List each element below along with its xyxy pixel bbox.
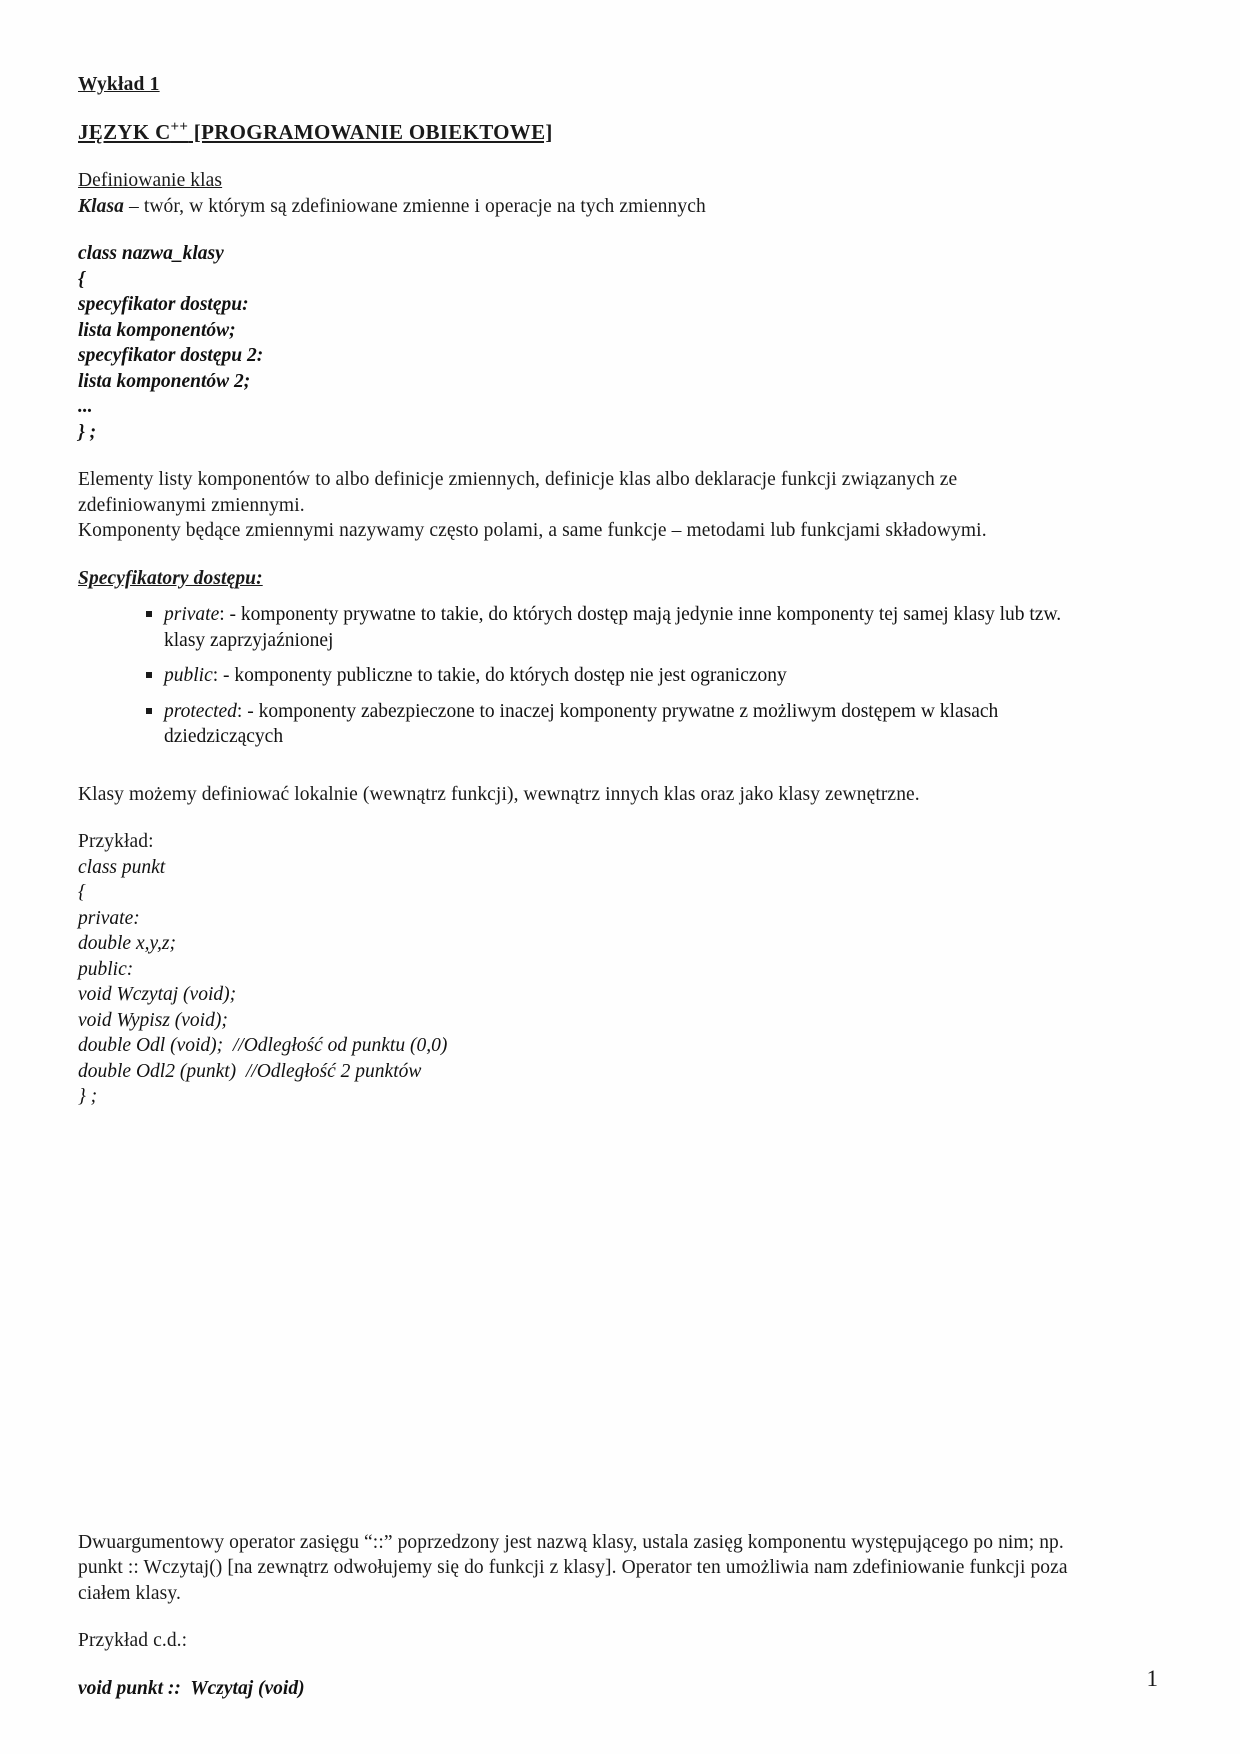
section-access-specifiers-line (78, 566, 1078, 592)
code-line: } ; (78, 421, 97, 443)
paragraph-scope-operator: Dwuargumentowy operator zasięgu “::” poprzedzony jest nazwą klasy, ustala zasięg komponentu występującego po nim; np. punkt :: Wczytaj() [na zewnątrz odwołujemy się do funkcji z klasy]. Operator ten umożliwia nam zdefiniowanie funkcji poza ciałem klasy. (78, 1531, 1068, 1604)
square-bullet-icon (146, 708, 152, 714)
spacer (78, 760, 1078, 782)
code-line: lista komponentów 2; (78, 370, 251, 392)
example-code-block (78, 855, 1078, 1110)
section-heading-access-specifiers: Specyfikatory dostępu: (78, 567, 263, 589)
code-line: double Odl (void); //Odległość od punktu (0,0) (78, 1035, 448, 1056)
blank-region-spacer (78, 1110, 1078, 1530)
document-content (78, 72, 1078, 1701)
code-line: double x,y,z; (78, 933, 177, 954)
lecture-title-line (78, 72, 1078, 98)
klasa-definition-line (78, 194, 1078, 220)
specifier-keyword: protected (164, 700, 237, 722)
code-line: ... (78, 396, 93, 417)
list-item (146, 663, 1078, 689)
code-line: private: (78, 907, 140, 929)
main-heading (78, 120, 553, 146)
spacer (78, 807, 1078, 829)
klasa-definition-text: – twór, w którym są zdefiniowane zmienne i operacje na tych zmiennych (124, 195, 706, 217)
specifier-keyword: public (164, 665, 213, 686)
main-heading-line (78, 120, 1078, 147)
spacer (78, 219, 1078, 241)
lecture-title: Wykład 1 (78, 74, 160, 95)
code-line: class nazwa_klasy (78, 243, 224, 264)
spacer (78, 1606, 1078, 1628)
paragraph-elements: Elementy listy komponentów to albo definicje zmiennych, definicje klas albo deklaracje funkcji związanych ze zdefiniowanymi zmiennymi. (78, 469, 958, 516)
main-heading-prefix: JĘZYK C (78, 119, 171, 144)
example-label: Przykład: (78, 831, 154, 852)
code-line: { (78, 882, 86, 903)
code-line: public: (78, 958, 134, 980)
main-heading-superscript: ++ (170, 118, 189, 135)
code-line: void Wypisz (void); (78, 1009, 228, 1031)
code-line: void Wczytaj (void); (78, 984, 237, 1005)
spacer (78, 146, 1078, 168)
spacer (78, 1654, 1078, 1676)
code-line: double Odl2 (punkt) //Odległość 2 punktów (78, 1060, 422, 1082)
main-heading-suffix: [PROGRAMOWANIE OBIEKTOWE] (188, 119, 553, 144)
spacer (78, 591, 1078, 602)
square-bullet-icon (146, 611, 152, 617)
specifier-description: : - komponenty prywatne to takie, do których dostęp mają jedynie inne komponenty tej samej klasy lub tzw. klasy zaprzyjaźnionej (164, 604, 1062, 651)
spacer (78, 544, 1078, 566)
section-defining-classes-line (78, 168, 1078, 194)
page-number: 1 (1146, 1666, 1158, 1691)
code-line: specyfikator dostępu 2: (78, 345, 264, 366)
code-line: { (78, 268, 85, 290)
section-heading-defining-classes: Definiowanie klas (78, 170, 223, 191)
paragraph-local-classes: Klasy możemy definiować lokalnie (wewnątrz funkcji), wewnątrz innych klas oraz jako klasy zewnętrzne. (78, 783, 920, 805)
code-line: lista komponentów; (78, 319, 236, 341)
spacer (78, 98, 1078, 120)
square-bullet-icon (146, 672, 152, 678)
example-cd-code-line: void punkt :: Wczytaj (void) (78, 1677, 305, 1699)
example-cd-label: Przykład c.d.: (78, 1630, 188, 1651)
code-line: specyfikator dostępu: (78, 294, 249, 315)
access-specifiers-list (78, 602, 1078, 750)
spacer (78, 445, 1078, 467)
specifier-keyword: private (164, 604, 220, 625)
specifier-description: : - komponenty publiczne to takie, do których dostęp nie jest ograniczony (212, 665, 787, 686)
list-item (146, 699, 1078, 750)
specifier-description: : - komponenty zabezpieczone to inaczej komponenty prywatne z możliwym dostępem w klasach dziedziczących (164, 700, 999, 747)
klasa-term: Klasa (78, 195, 125, 217)
code-line: class punkt (78, 856, 166, 878)
code-line: } ; (78, 1086, 98, 1107)
list-item (146, 602, 1078, 653)
paragraph-components: Komponenty będące zmiennymi nazywamy często polami, a same funkcje – metodami lub funkcjami składowymi. (78, 520, 987, 541)
class-syntax-block (78, 241, 1078, 445)
